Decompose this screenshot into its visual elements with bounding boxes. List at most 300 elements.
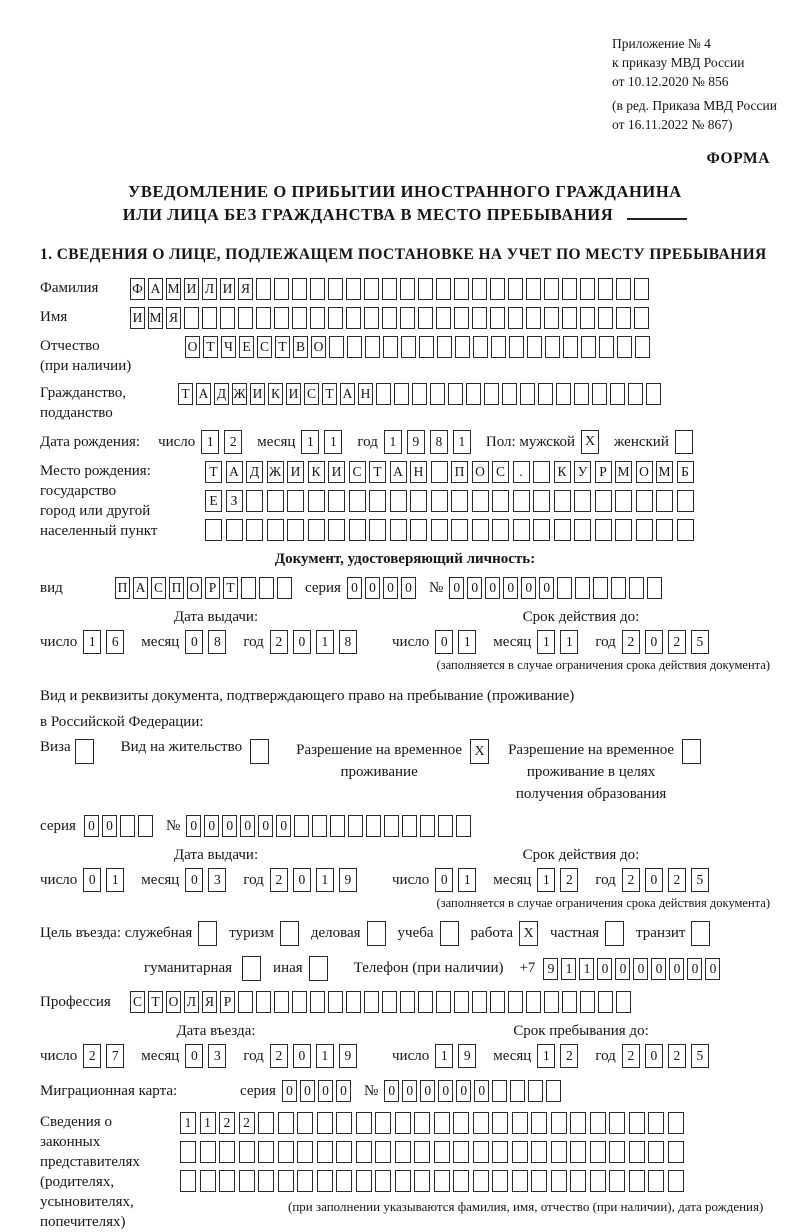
char-cell[interactable] — [180, 1141, 196, 1163]
char-cell[interactable]: 0 — [336, 1080, 351, 1102]
char-cell[interactable] — [554, 519, 571, 541]
char-cell[interactable] — [574, 383, 589, 405]
char-cell[interactable]: С — [257, 336, 272, 358]
char-cell[interactable] — [454, 991, 469, 1013]
char-cell[interactable] — [400, 307, 415, 329]
char-cell[interactable] — [412, 383, 427, 405]
char-cell[interactable]: И — [130, 307, 145, 329]
char-cell[interactable] — [364, 991, 379, 1013]
purpose-official-checkbox[interactable] — [198, 921, 217, 946]
char-cell[interactable] — [312, 815, 327, 837]
char-cell[interactable] — [668, 1112, 684, 1134]
char-cell[interactable] — [580, 278, 595, 300]
char-cell[interactable] — [434, 1170, 450, 1192]
female-checkbox[interactable] — [675, 430, 693, 454]
char-cell[interactable] — [492, 1141, 508, 1163]
char-cell[interactable] — [502, 383, 517, 405]
purpose-humanitarian-checkbox[interactable] — [242, 956, 261, 981]
char-cell[interactable] — [590, 1170, 606, 1192]
char-cell[interactable] — [384, 815, 399, 837]
char-cell[interactable]: 0 — [645, 630, 663, 654]
char-cell[interactable] — [610, 383, 625, 405]
char-cell[interactable]: Т — [178, 383, 193, 405]
char-cell[interactable] — [274, 991, 289, 1013]
char-cell[interactable]: 1 — [458, 630, 476, 654]
char-cell[interactable] — [492, 490, 509, 512]
char-cell[interactable]: Б — [677, 461, 694, 483]
char-cell[interactable] — [356, 1170, 372, 1192]
char-cell[interactable]: Т — [223, 577, 238, 599]
char-cell[interactable] — [531, 1170, 547, 1192]
char-cell[interactable]: 0 — [384, 1080, 399, 1102]
char-cell[interactable]: 9 — [339, 1044, 357, 1068]
char-cell[interactable]: 8 — [430, 430, 448, 454]
char-cell[interactable] — [258, 1112, 274, 1134]
char-cell[interactable] — [598, 307, 613, 329]
char-cell[interactable]: 0 — [365, 577, 380, 599]
char-cell[interactable] — [615, 519, 632, 541]
purpose-work-checkbox[interactable]: X — [519, 921, 538, 946]
char-cell[interactable]: С — [304, 383, 319, 405]
char-cell[interactable]: И — [220, 278, 235, 300]
char-cell[interactable]: Ф — [130, 278, 145, 300]
char-cell[interactable] — [297, 1112, 313, 1134]
char-cell[interactable] — [668, 1170, 684, 1192]
char-cell[interactable] — [310, 278, 325, 300]
char-cell[interactable]: 0 — [282, 1080, 297, 1102]
char-cell[interactable] — [473, 336, 488, 358]
char-cell[interactable] — [634, 278, 649, 300]
char-cell[interactable]: 0 — [83, 868, 101, 892]
purpose-study-checkbox[interactable] — [440, 921, 459, 946]
char-cell[interactable]: О — [311, 336, 326, 358]
char-cell[interactable] — [267, 519, 284, 541]
char-cell[interactable] — [356, 1112, 372, 1134]
char-cell[interactable] — [490, 278, 505, 300]
char-cell[interactable] — [349, 519, 366, 541]
char-cell[interactable] — [453, 1170, 469, 1192]
char-cell[interactable]: 5 — [691, 630, 709, 654]
temp-residence-checkbox[interactable]: X — [470, 739, 489, 764]
char-cell[interactable]: 1 — [316, 1044, 334, 1068]
char-cell[interactable]: 0 — [456, 1080, 471, 1102]
char-cell[interactable] — [491, 336, 506, 358]
char-cell[interactable] — [308, 490, 325, 512]
char-cell[interactable] — [616, 991, 631, 1013]
char-cell[interactable]: 9 — [458, 1044, 476, 1068]
char-cell[interactable] — [226, 519, 243, 541]
char-cell[interactable]: 1 — [83, 630, 101, 654]
char-cell[interactable] — [375, 1170, 391, 1192]
char-cell[interactable]: Р — [595, 461, 612, 483]
char-cell[interactable]: 2 — [224, 430, 242, 454]
char-cell[interactable]: Р — [205, 577, 220, 599]
char-cell[interactable] — [599, 336, 614, 358]
char-cell[interactable] — [317, 1170, 333, 1192]
char-cell[interactable] — [202, 307, 217, 329]
char-cell[interactable] — [656, 490, 673, 512]
char-cell[interactable] — [256, 991, 271, 1013]
char-cell[interactable] — [628, 383, 643, 405]
char-cell[interactable] — [473, 1112, 489, 1134]
char-cell[interactable] — [492, 1080, 507, 1102]
char-cell[interactable]: 0 — [293, 1044, 311, 1068]
char-cell[interactable]: Л — [184, 991, 199, 1013]
char-cell[interactable]: 6 — [106, 630, 124, 654]
char-cell[interactable]: И — [184, 278, 199, 300]
char-cell[interactable]: 5 — [691, 868, 709, 892]
char-cell[interactable]: 0 — [651, 958, 666, 980]
char-cell[interactable]: О — [636, 461, 653, 483]
char-cell[interactable]: 0 — [293, 630, 311, 654]
char-cell[interactable] — [436, 307, 451, 329]
char-cell[interactable] — [277, 577, 292, 599]
char-cell[interactable] — [598, 278, 613, 300]
char-cell[interactable]: О — [187, 577, 202, 599]
char-cell[interactable]: Я — [238, 278, 253, 300]
char-cell[interactable] — [349, 490, 366, 512]
char-cell[interactable] — [616, 278, 631, 300]
char-cell[interactable]: М — [166, 278, 181, 300]
char-cell[interactable]: 1 — [180, 1112, 196, 1134]
char-cell[interactable] — [278, 1170, 294, 1192]
char-cell[interactable]: Л — [202, 278, 217, 300]
char-cell[interactable]: Я — [202, 991, 217, 1013]
char-cell[interactable] — [609, 1141, 625, 1163]
char-cell[interactable] — [629, 577, 644, 599]
char-cell[interactable] — [484, 383, 499, 405]
char-cell[interactable]: Ж — [267, 461, 284, 483]
char-cell[interactable] — [629, 1141, 645, 1163]
char-cell[interactable]: М — [656, 461, 673, 483]
char-cell[interactable] — [453, 1112, 469, 1134]
char-cell[interactable]: . — [513, 461, 530, 483]
char-cell[interactable]: О — [166, 991, 181, 1013]
char-cell[interactable] — [328, 278, 343, 300]
char-cell[interactable] — [180, 1170, 196, 1192]
char-cell[interactable]: 1 — [316, 630, 334, 654]
char-cell[interactable] — [533, 490, 550, 512]
char-cell[interactable] — [256, 307, 271, 329]
char-cell[interactable]: 2 — [668, 868, 686, 892]
char-cell[interactable]: Д — [246, 461, 263, 483]
char-cell[interactable]: А — [340, 383, 355, 405]
char-cell[interactable] — [200, 1141, 216, 1163]
char-cell[interactable] — [329, 336, 344, 358]
purpose-transit-checkbox[interactable] — [691, 921, 710, 946]
visa-checkbox[interactable] — [75, 739, 94, 764]
char-cell[interactable] — [677, 519, 694, 541]
char-cell[interactable] — [383, 336, 398, 358]
char-cell[interactable]: К — [554, 461, 571, 483]
char-cell[interactable] — [394, 383, 409, 405]
char-cell[interactable] — [347, 336, 362, 358]
char-cell[interactable]: 0 — [645, 868, 663, 892]
char-cell[interactable]: Ч — [221, 336, 236, 358]
char-cell[interactable]: 1 — [537, 630, 555, 654]
char-cell[interactable]: 3 — [208, 1044, 226, 1068]
char-cell[interactable]: Р — [220, 991, 235, 1013]
char-cell[interactable] — [648, 1141, 664, 1163]
char-cell[interactable] — [528, 1080, 543, 1102]
char-cell[interactable] — [419, 336, 434, 358]
char-cell[interactable] — [366, 815, 381, 837]
char-cell[interactable]: Т — [203, 336, 218, 358]
char-cell[interactable] — [592, 383, 607, 405]
char-cell[interactable]: К — [268, 383, 283, 405]
char-cell[interactable]: 3 — [208, 868, 226, 892]
char-cell[interactable] — [292, 991, 307, 1013]
char-cell[interactable]: П — [169, 577, 184, 599]
male-checkbox[interactable]: X — [581, 430, 599, 454]
char-cell[interactable] — [267, 490, 284, 512]
char-cell[interactable] — [562, 278, 577, 300]
char-cell[interactable] — [466, 383, 481, 405]
char-cell[interactable]: 0 — [84, 815, 99, 837]
char-cell[interactable]: А — [226, 461, 243, 483]
char-cell[interactable]: 0 — [185, 630, 203, 654]
char-cell[interactable] — [451, 490, 468, 512]
char-cell[interactable] — [526, 307, 541, 329]
char-cell[interactable] — [395, 1170, 411, 1192]
char-cell[interactable] — [636, 519, 653, 541]
char-cell[interactable]: 0 — [318, 1080, 333, 1102]
char-cell[interactable] — [508, 991, 523, 1013]
char-cell[interactable] — [472, 307, 487, 329]
char-cell[interactable]: П — [451, 461, 468, 483]
char-cell[interactable] — [375, 1141, 391, 1163]
temp-residence-education-checkbox[interactable] — [682, 739, 701, 764]
char-cell[interactable]: 0 — [300, 1080, 315, 1102]
char-cell[interactable] — [287, 490, 304, 512]
char-cell[interactable]: 0 — [485, 577, 500, 599]
char-cell[interactable] — [259, 577, 274, 599]
char-cell[interactable] — [635, 336, 650, 358]
char-cell[interactable] — [138, 815, 153, 837]
char-cell[interactable] — [508, 307, 523, 329]
char-cell[interactable] — [531, 1141, 547, 1163]
char-cell[interactable] — [590, 1141, 606, 1163]
char-cell[interactable] — [473, 1170, 489, 1192]
char-cell[interactable] — [434, 1112, 450, 1134]
char-cell[interactable]: 0 — [402, 1080, 417, 1102]
char-cell[interactable] — [402, 815, 417, 837]
char-cell[interactable] — [274, 278, 289, 300]
char-cell[interactable] — [595, 519, 612, 541]
char-cell[interactable]: 8 — [339, 630, 357, 654]
char-cell[interactable] — [310, 307, 325, 329]
char-cell[interactable] — [239, 1141, 255, 1163]
char-cell[interactable] — [328, 991, 343, 1013]
char-cell[interactable] — [418, 991, 433, 1013]
char-cell[interactable]: 0 — [633, 958, 648, 980]
char-cell[interactable]: 1 — [561, 958, 576, 980]
char-cell[interactable] — [629, 1170, 645, 1192]
char-cell[interactable] — [294, 815, 309, 837]
char-cell[interactable] — [513, 490, 530, 512]
char-cell[interactable] — [336, 1112, 352, 1134]
char-cell[interactable] — [677, 490, 694, 512]
char-cell[interactable] — [554, 490, 571, 512]
char-cell[interactable] — [545, 336, 560, 358]
char-cell[interactable] — [219, 1141, 235, 1163]
char-cell[interactable]: 0 — [185, 868, 203, 892]
char-cell[interactable] — [258, 1170, 274, 1192]
char-cell[interactable]: 0 — [449, 577, 464, 599]
char-cell[interactable] — [431, 461, 448, 483]
char-cell[interactable] — [656, 519, 673, 541]
char-cell[interactable] — [609, 1170, 625, 1192]
char-cell[interactable]: 2 — [560, 868, 578, 892]
char-cell[interactable] — [492, 1112, 508, 1134]
char-cell[interactable]: 2 — [270, 630, 288, 654]
char-cell[interactable] — [668, 1141, 684, 1163]
char-cell[interactable]: 0 — [293, 868, 311, 892]
char-cell[interactable] — [256, 278, 271, 300]
char-cell[interactable] — [512, 1112, 528, 1134]
char-cell[interactable] — [615, 490, 632, 512]
char-cell[interactable] — [512, 1141, 528, 1163]
char-cell[interactable]: Т — [369, 461, 386, 483]
char-cell[interactable]: 0 — [539, 577, 554, 599]
char-cell[interactable] — [364, 278, 379, 300]
char-cell[interactable] — [401, 336, 416, 358]
char-cell[interactable]: 1 — [384, 430, 402, 454]
char-cell[interactable] — [581, 336, 596, 358]
char-cell[interactable]: О — [472, 461, 489, 483]
purpose-tourism-checkbox[interactable] — [280, 921, 299, 946]
char-cell[interactable] — [472, 490, 489, 512]
char-cell[interactable] — [356, 1141, 372, 1163]
char-cell[interactable]: 1 — [106, 868, 124, 892]
char-cell[interactable] — [430, 383, 445, 405]
char-cell[interactable]: С — [130, 991, 145, 1013]
char-cell[interactable]: 0 — [222, 815, 237, 837]
char-cell[interactable] — [556, 383, 571, 405]
char-cell[interactable]: Н — [410, 461, 427, 483]
char-cell[interactable] — [512, 1170, 528, 1192]
char-cell[interactable]: 0 — [467, 577, 482, 599]
char-cell[interactable] — [472, 278, 487, 300]
char-cell[interactable] — [451, 519, 468, 541]
char-cell[interactable] — [220, 307, 235, 329]
char-cell[interactable] — [328, 490, 345, 512]
char-cell[interactable]: 1 — [537, 1044, 555, 1068]
char-cell[interactable] — [382, 991, 397, 1013]
char-cell[interactable]: У — [574, 461, 591, 483]
char-cell[interactable] — [336, 1170, 352, 1192]
char-cell[interactable] — [278, 1112, 294, 1134]
char-cell[interactable] — [375, 1112, 391, 1134]
char-cell[interactable] — [410, 490, 427, 512]
char-cell[interactable]: 0 — [597, 958, 612, 980]
char-cell[interactable]: Н — [358, 383, 373, 405]
char-cell[interactable] — [609, 1112, 625, 1134]
char-cell[interactable] — [365, 336, 380, 358]
char-cell[interactable] — [418, 278, 433, 300]
char-cell[interactable] — [390, 490, 407, 512]
purpose-other-checkbox[interactable] — [309, 956, 328, 981]
char-cell[interactable]: К — [308, 461, 325, 483]
char-cell[interactable]: А — [148, 278, 163, 300]
char-cell[interactable]: 0 — [687, 958, 702, 980]
char-cell[interactable]: 0 — [102, 815, 117, 837]
char-cell[interactable] — [454, 278, 469, 300]
char-cell[interactable]: М — [148, 307, 163, 329]
char-cell[interactable] — [509, 336, 524, 358]
char-cell[interactable] — [239, 1170, 255, 1192]
char-cell[interactable] — [310, 991, 325, 1013]
char-cell[interactable] — [434, 1141, 450, 1163]
char-cell[interactable]: С — [492, 461, 509, 483]
char-cell[interactable]: И — [286, 383, 301, 405]
char-cell[interactable] — [278, 1141, 294, 1163]
char-cell[interactable]: 0 — [474, 1080, 489, 1102]
char-cell[interactable] — [431, 519, 448, 541]
char-cell[interactable] — [570, 1112, 586, 1134]
char-cell[interactable] — [317, 1112, 333, 1134]
char-cell[interactable]: 9 — [407, 430, 425, 454]
char-cell[interactable] — [437, 336, 452, 358]
char-cell[interactable] — [526, 278, 541, 300]
char-cell[interactable] — [473, 1141, 489, 1163]
char-cell[interactable] — [557, 577, 572, 599]
char-cell[interactable] — [346, 307, 361, 329]
char-cell[interactable] — [297, 1141, 313, 1163]
char-cell[interactable] — [616, 307, 631, 329]
char-cell[interactable]: 1 — [453, 430, 471, 454]
char-cell[interactable] — [414, 1170, 430, 1192]
char-cell[interactable] — [646, 383, 661, 405]
char-cell[interactable]: 1 — [560, 630, 578, 654]
char-cell[interactable]: 5 — [691, 1044, 709, 1068]
char-cell[interactable]: Т — [205, 461, 222, 483]
char-cell[interactable] — [382, 278, 397, 300]
char-cell[interactable]: 2 — [560, 1044, 578, 1068]
char-cell[interactable]: И — [287, 461, 304, 483]
char-cell[interactable] — [455, 336, 470, 358]
char-cell[interactable] — [390, 519, 407, 541]
char-cell[interactable]: 0 — [420, 1080, 435, 1102]
char-cell[interactable] — [544, 307, 559, 329]
char-cell[interactable]: 0 — [186, 815, 201, 837]
char-cell[interactable] — [274, 307, 289, 329]
char-cell[interactable]: 1 — [435, 1044, 453, 1068]
char-cell[interactable] — [431, 490, 448, 512]
char-cell[interactable]: 7 — [106, 1044, 124, 1068]
char-cell[interactable] — [544, 278, 559, 300]
char-cell[interactable]: 0 — [705, 958, 720, 980]
char-cell[interactable] — [533, 519, 550, 541]
char-cell[interactable] — [538, 383, 553, 405]
char-cell[interactable] — [258, 1141, 274, 1163]
char-cell[interactable] — [246, 490, 263, 512]
char-cell[interactable] — [472, 519, 489, 541]
char-cell[interactable] — [120, 815, 135, 837]
char-cell[interactable] — [395, 1141, 411, 1163]
char-cell[interactable] — [648, 1112, 664, 1134]
char-cell[interactable]: 2 — [622, 630, 640, 654]
char-cell[interactable] — [598, 991, 613, 1013]
char-cell[interactable]: 2 — [668, 630, 686, 654]
char-cell[interactable] — [436, 991, 451, 1013]
char-cell[interactable] — [200, 1170, 216, 1192]
purpose-business-checkbox[interactable] — [367, 921, 386, 946]
char-cell[interactable] — [617, 336, 632, 358]
char-cell[interactable] — [292, 278, 307, 300]
char-cell[interactable]: Ж — [232, 383, 247, 405]
char-cell[interactable]: 0 — [204, 815, 219, 837]
